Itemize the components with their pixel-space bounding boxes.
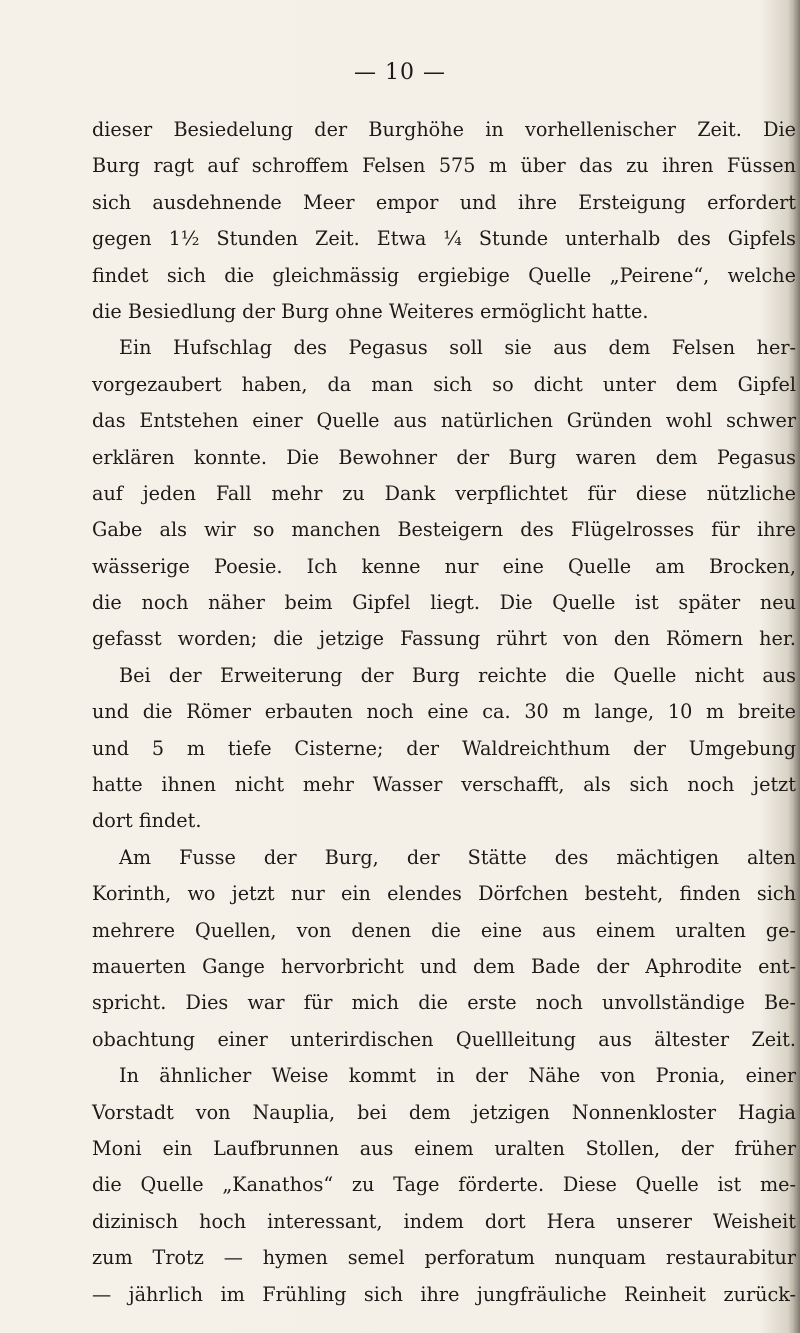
text-line: Vorstadt von Nauplia, bei dem jetzigen Nonnenkloster Hagia [92, 1100, 796, 1124]
text-line: gegen 1½ Stunden Zeit. Etwa ¼ Stunde unterhalb des Gipfels [92, 227, 796, 251]
text-line: auf jeden Fall mehr zu Dank verpflichtet für diese nützliche [92, 481, 796, 505]
text-line: dizinisch hoch interessant, indem dort Hera unserer Weisheit [92, 1209, 796, 1233]
text-line: die Quelle „Kanathos“ zu Tage förderte. Diese Quelle ist me- [92, 1173, 796, 1197]
page-number: — 10 — [354, 60, 446, 85]
text-line: Moni ein Laufbrunnen aus einem uralten Stollen, der früher [92, 1136, 796, 1160]
text-line: mehrere Quellen, von denen die eine aus einem uralten ge- [92, 918, 796, 942]
text-line: In ähnlicher Weise kommt in der Nähe von Pronia, einer [119, 1064, 796, 1088]
text-line: wässerige Poesie. Ich kenne nur eine Quelle am Brocken, [92, 554, 796, 578]
text-line: und 5 m tiefe Cisterne; der Waldreichthum der Umgebung [92, 736, 796, 760]
text-line: Ein Hufschlag des Pegasus soll sie aus dem Felsen her- [119, 336, 796, 360]
text-line: sich ausdehnende Meer empor und ihre Ersteigung erfordert [92, 190, 796, 214]
text-line: erklären konnte. Die Bewohner der Burg waren dem Pegasus [92, 445, 796, 469]
text-line: spricht. Dies war für mich die erste noch unvollständige Be- [92, 991, 796, 1015]
body-text [92, 112, 796, 1313]
text-line: gefasst worden; die jetzige Fassung rührt von den Römern her. [92, 627, 796, 651]
text-line: Gabe als wir so manchen Besteigern des Flügelrosses für ihre [92, 518, 796, 542]
text-line: Korinth, wo jetzt nur ein elendes Dörfchen besteht, finden sich [92, 882, 796, 906]
text-line: dieser Besiedelung der Burghöhe in vorhellenischer Zeit. Die [92, 118, 796, 141]
text-line: Bei der Erweiterung der Burg reichte die Quelle nicht aus [119, 663, 796, 687]
text-line: obachtung einer unterirdischen Quellleitung aus ältester Zeit. [92, 1027, 796, 1051]
text-line: Am Fusse der Burg, der Stätte des mächtigen alten [119, 845, 796, 869]
text-line: Burg ragt auf schroffem Felsen 575 m über das zu ihren Füssen [92, 154, 796, 178]
text-line: die Besiedlung der Burg ohne Weiteres ermöglicht hatte. [92, 299, 649, 323]
text-line: — jährlich im Frühling sich ihre jungfräuliche Reinheit zurück- [92, 1282, 796, 1306]
text-line: das Entstehen einer Quelle aus natürlichen Gründen wohl schwer [92, 409, 796, 433]
text-line: mauerten Gange hervorbricht und dem Bade der Aphrodite ent- [92, 954, 796, 978]
text-line: und die Römer erbauten noch eine ca. 30 m lange, 10 m breite [92, 700, 796, 724]
text-line: vorgezaubert haben, da man sich so dicht unter dem Gipfel [92, 372, 796, 396]
text-line: zum Trotz — hymen semel perforatum nunquam restaurabitur [92, 1246, 796, 1270]
text-line: dort findet. [92, 809, 202, 833]
text-line: die noch näher beim Gipfel liegt. Die Quelle ist später neu [92, 591, 796, 615]
text-line: findet sich die gleichmässig ergiebige Quelle „Peirene“, welche [92, 263, 796, 287]
text-line: hatte ihnen nicht mehr Wasser verschafft, als sich noch jetzt [92, 773, 796, 797]
